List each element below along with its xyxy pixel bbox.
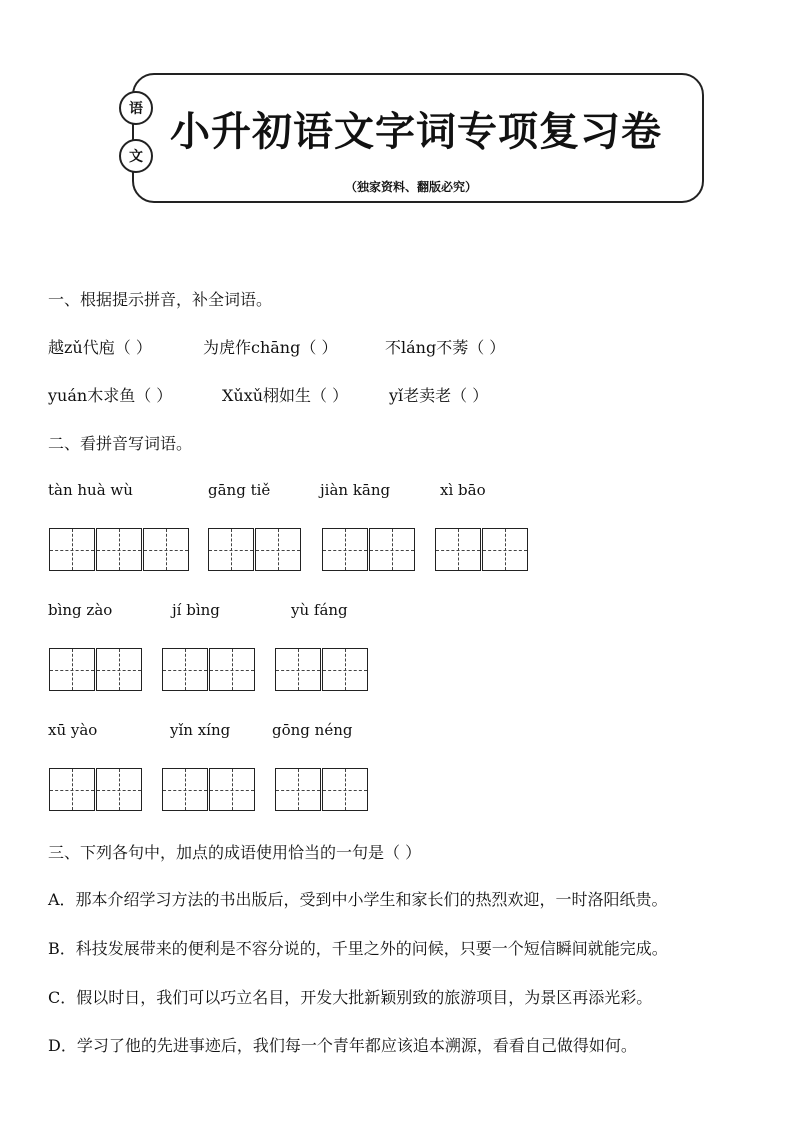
badge-bottom: 文 xyxy=(119,139,153,173)
pinyin-label: xū yào xyxy=(48,721,98,739)
section3-heading: 三、下列各句中，加点的成语使用恰当的一句是（ ） xyxy=(48,843,422,862)
char-box[interactable] xyxy=(275,768,321,811)
option-b: B．科技发展带来的便利是不容分说的，千里之外的问候，只要一个短信瞬间就能完成。 xyxy=(48,939,668,958)
pinyin-label: jí bìng xyxy=(172,601,220,619)
section1-heading: 一、根据提示拼音，补全词语。 xyxy=(48,290,273,309)
pinyin-label: xì bāo xyxy=(440,481,486,499)
pinyin-label: yù fáng xyxy=(291,601,348,619)
pinyin-label: yǐn xíng xyxy=(170,721,231,739)
pinyin-label: gāng tiě xyxy=(208,481,271,499)
char-box[interactable] xyxy=(209,648,255,691)
char-box[interactable] xyxy=(369,528,415,571)
s1-item-6: yǐ老卖老（ ） xyxy=(389,386,489,405)
char-box[interactable] xyxy=(49,768,95,811)
writing-grid[interactable] xyxy=(162,768,256,811)
writing-grid[interactable] xyxy=(208,528,302,571)
writing-grid[interactable] xyxy=(275,768,369,811)
badge-top: 语 xyxy=(119,91,153,125)
s1-item-4: yuán木求鱼（ ） xyxy=(48,386,173,405)
option-a: A．那本介绍学习方法的书出版后，受到中小学生和家长们的热烈欢迎，一时洛阳纸贵。 xyxy=(48,890,668,909)
writing-grid[interactable] xyxy=(49,648,143,691)
char-box[interactable] xyxy=(275,648,321,691)
char-box[interactable] xyxy=(162,648,208,691)
s1-item-2: 为虎作chāng（ ） xyxy=(203,338,338,357)
section2-heading: 二、看拼音写词语。 xyxy=(48,434,193,453)
char-box[interactable] xyxy=(96,648,142,691)
writing-grid[interactable] xyxy=(435,528,529,571)
char-box[interactable] xyxy=(96,768,142,811)
char-box[interactable] xyxy=(96,528,142,571)
char-box[interactable] xyxy=(49,648,95,691)
char-box[interactable] xyxy=(435,528,481,571)
s1-item-3: 不láng不莠（ ） xyxy=(385,338,506,357)
option-c: C．假以时日，我们可以巧立名目，开发大批新颖别致的旅游项目，为景区再添光彩。 xyxy=(48,988,653,1007)
char-box[interactable] xyxy=(482,528,528,571)
char-box[interactable] xyxy=(322,528,368,571)
writing-grid[interactable] xyxy=(49,528,190,571)
char-box[interactable] xyxy=(143,528,189,571)
pinyin-label: tàn huà wù xyxy=(48,481,133,499)
writing-grid[interactable] xyxy=(49,768,143,811)
pinyin-label: bìng zào xyxy=(48,601,113,619)
writing-grid[interactable] xyxy=(322,528,416,571)
char-box[interactable] xyxy=(322,648,368,691)
page-subtitle: （独家资料、翻版必究） xyxy=(345,180,478,194)
writing-grid[interactable] xyxy=(162,648,256,691)
char-box[interactable] xyxy=(208,528,254,571)
char-box[interactable] xyxy=(162,768,208,811)
page-title: 小升初语文字词专项复习卷 xyxy=(170,109,662,155)
char-box[interactable] xyxy=(322,768,368,811)
pinyin-label: gōng néng xyxy=(272,721,353,739)
char-box[interactable] xyxy=(49,528,95,571)
s1-item-1: 越zǔ代庖（ ） xyxy=(48,338,152,357)
option-d: D．学习了他的先进事迹后，我们每一个青年都应该追本溯源，看看自己做得如何。 xyxy=(48,1036,637,1055)
char-box[interactable] xyxy=(255,528,301,571)
writing-grid[interactable] xyxy=(275,648,369,691)
pinyin-label: jiàn kāng xyxy=(320,481,391,499)
char-box[interactable] xyxy=(209,768,255,811)
s1-item-5: Xǔxǔ栩如生（ ） xyxy=(222,386,349,405)
